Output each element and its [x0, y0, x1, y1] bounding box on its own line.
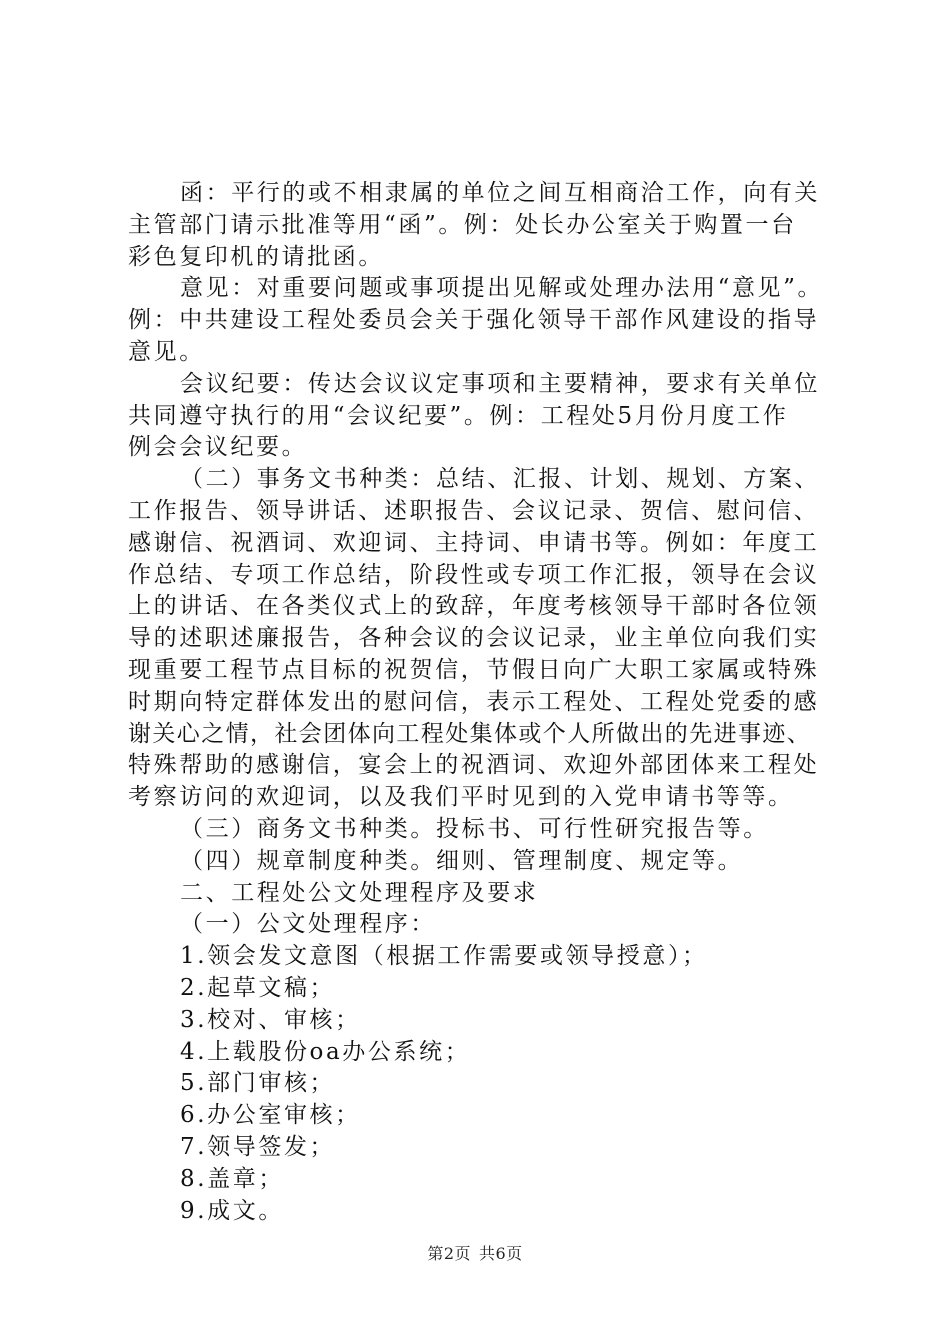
- list-item: 5.部门审核；: [180, 1070, 336, 1097]
- subsection-heading: （一）公文处理程序：: [180, 911, 436, 938]
- text-line: （三）商务文书种类。投标书、可行性研究报告等。: [180, 815, 769, 842]
- text-line: 意见：对重要问题或事项提出见解或处理办法用“意见”。: [180, 275, 824, 302]
- list-item: 2.起草文稿；: [180, 974, 336, 1001]
- list-item: 3.校对、审核；: [180, 1006, 361, 1033]
- text-line: 时期向特定群体发出的慰问信，表示工程处、工程处党委的感: [128, 688, 820, 715]
- text-line: 彩色复印机的请批函。: [128, 243, 384, 270]
- text-line: 例会会议纪要。: [128, 434, 308, 461]
- list-item: 8.盖章；: [180, 1165, 284, 1192]
- text-line: 上的讲话、在各类仪式上的致辞，年度考核领导干部时各位领: [128, 593, 820, 620]
- text-line: 例：中共建设工程处委员会关于强化领导干部作风建设的指导: [128, 307, 820, 334]
- section-heading: 二、工程处公文处理程序及要求: [180, 879, 539, 906]
- list-item: 9.成文。: [180, 1197, 284, 1224]
- text-line: 会议纪要：传达会议议定事项和主要精神，要求有关单位: [180, 370, 820, 397]
- text-line: （二）事务文书种类：总结、汇报、计划、规划、方案、: [180, 466, 820, 493]
- text-line: 意见。: [128, 338, 205, 365]
- page-number: 第2页: [427, 1244, 471, 1263]
- text-line: 导的述职述廉报告，各种会议的会议记录，业主单位向我们实: [128, 625, 820, 652]
- list-item: 7.领导签发；: [180, 1133, 336, 1160]
- text-line: 函：平行的或不相隶属的单位之间互相商洽工作，向有关: [180, 180, 820, 206]
- page-total: 共6页: [479, 1244, 523, 1263]
- list-item: 6.办公室审核；: [180, 1102, 361, 1129]
- page-footer: [0, 1241, 950, 1264]
- text-line: 谢关心之情，社会团体向工程处集体或个人所做出的先进事迹、: [128, 720, 812, 747]
- text-line: 感谢信、祝酒词、欢迎词、主持词、申请书等。例如：年度工: [128, 529, 820, 556]
- text-line: 现重要工程节点目标的祝贺信，节假日向广大职工家属或特殊: [128, 656, 820, 683]
- text-line: 主管部门请示批准等用“函”。例：处长办公室关于购置一台: [128, 211, 797, 238]
- text-line: 共同遵守执行的用“会议纪要”。例：工程处5月份月度工作: [128, 402, 789, 429]
- text-line: 作总结、专项工作总结，阶段性或专项工作汇报，领导在会议: [128, 561, 820, 588]
- text-line: 考察访问的欢迎词，以及我们平时见到的入党申请书等等。: [128, 784, 794, 811]
- text-line: 工作报告、领导讲话、述职报告、会议记录、贺信、慰问信、: [128, 497, 820, 524]
- body-text: [128, 178, 834, 1227]
- text-line: （四）规章制度种类。细则、管理制度、规定等。: [180, 847, 744, 874]
- text-line: 特殊帮助的感谢信，宴会上的祝酒词、欢迎外部团体来工程处: [128, 752, 820, 779]
- list-item: 1.领会发文意图（根据工作需要或领导授意）；: [180, 943, 708, 970]
- list-item: 4.上载股份oa办公系统；: [180, 1038, 471, 1065]
